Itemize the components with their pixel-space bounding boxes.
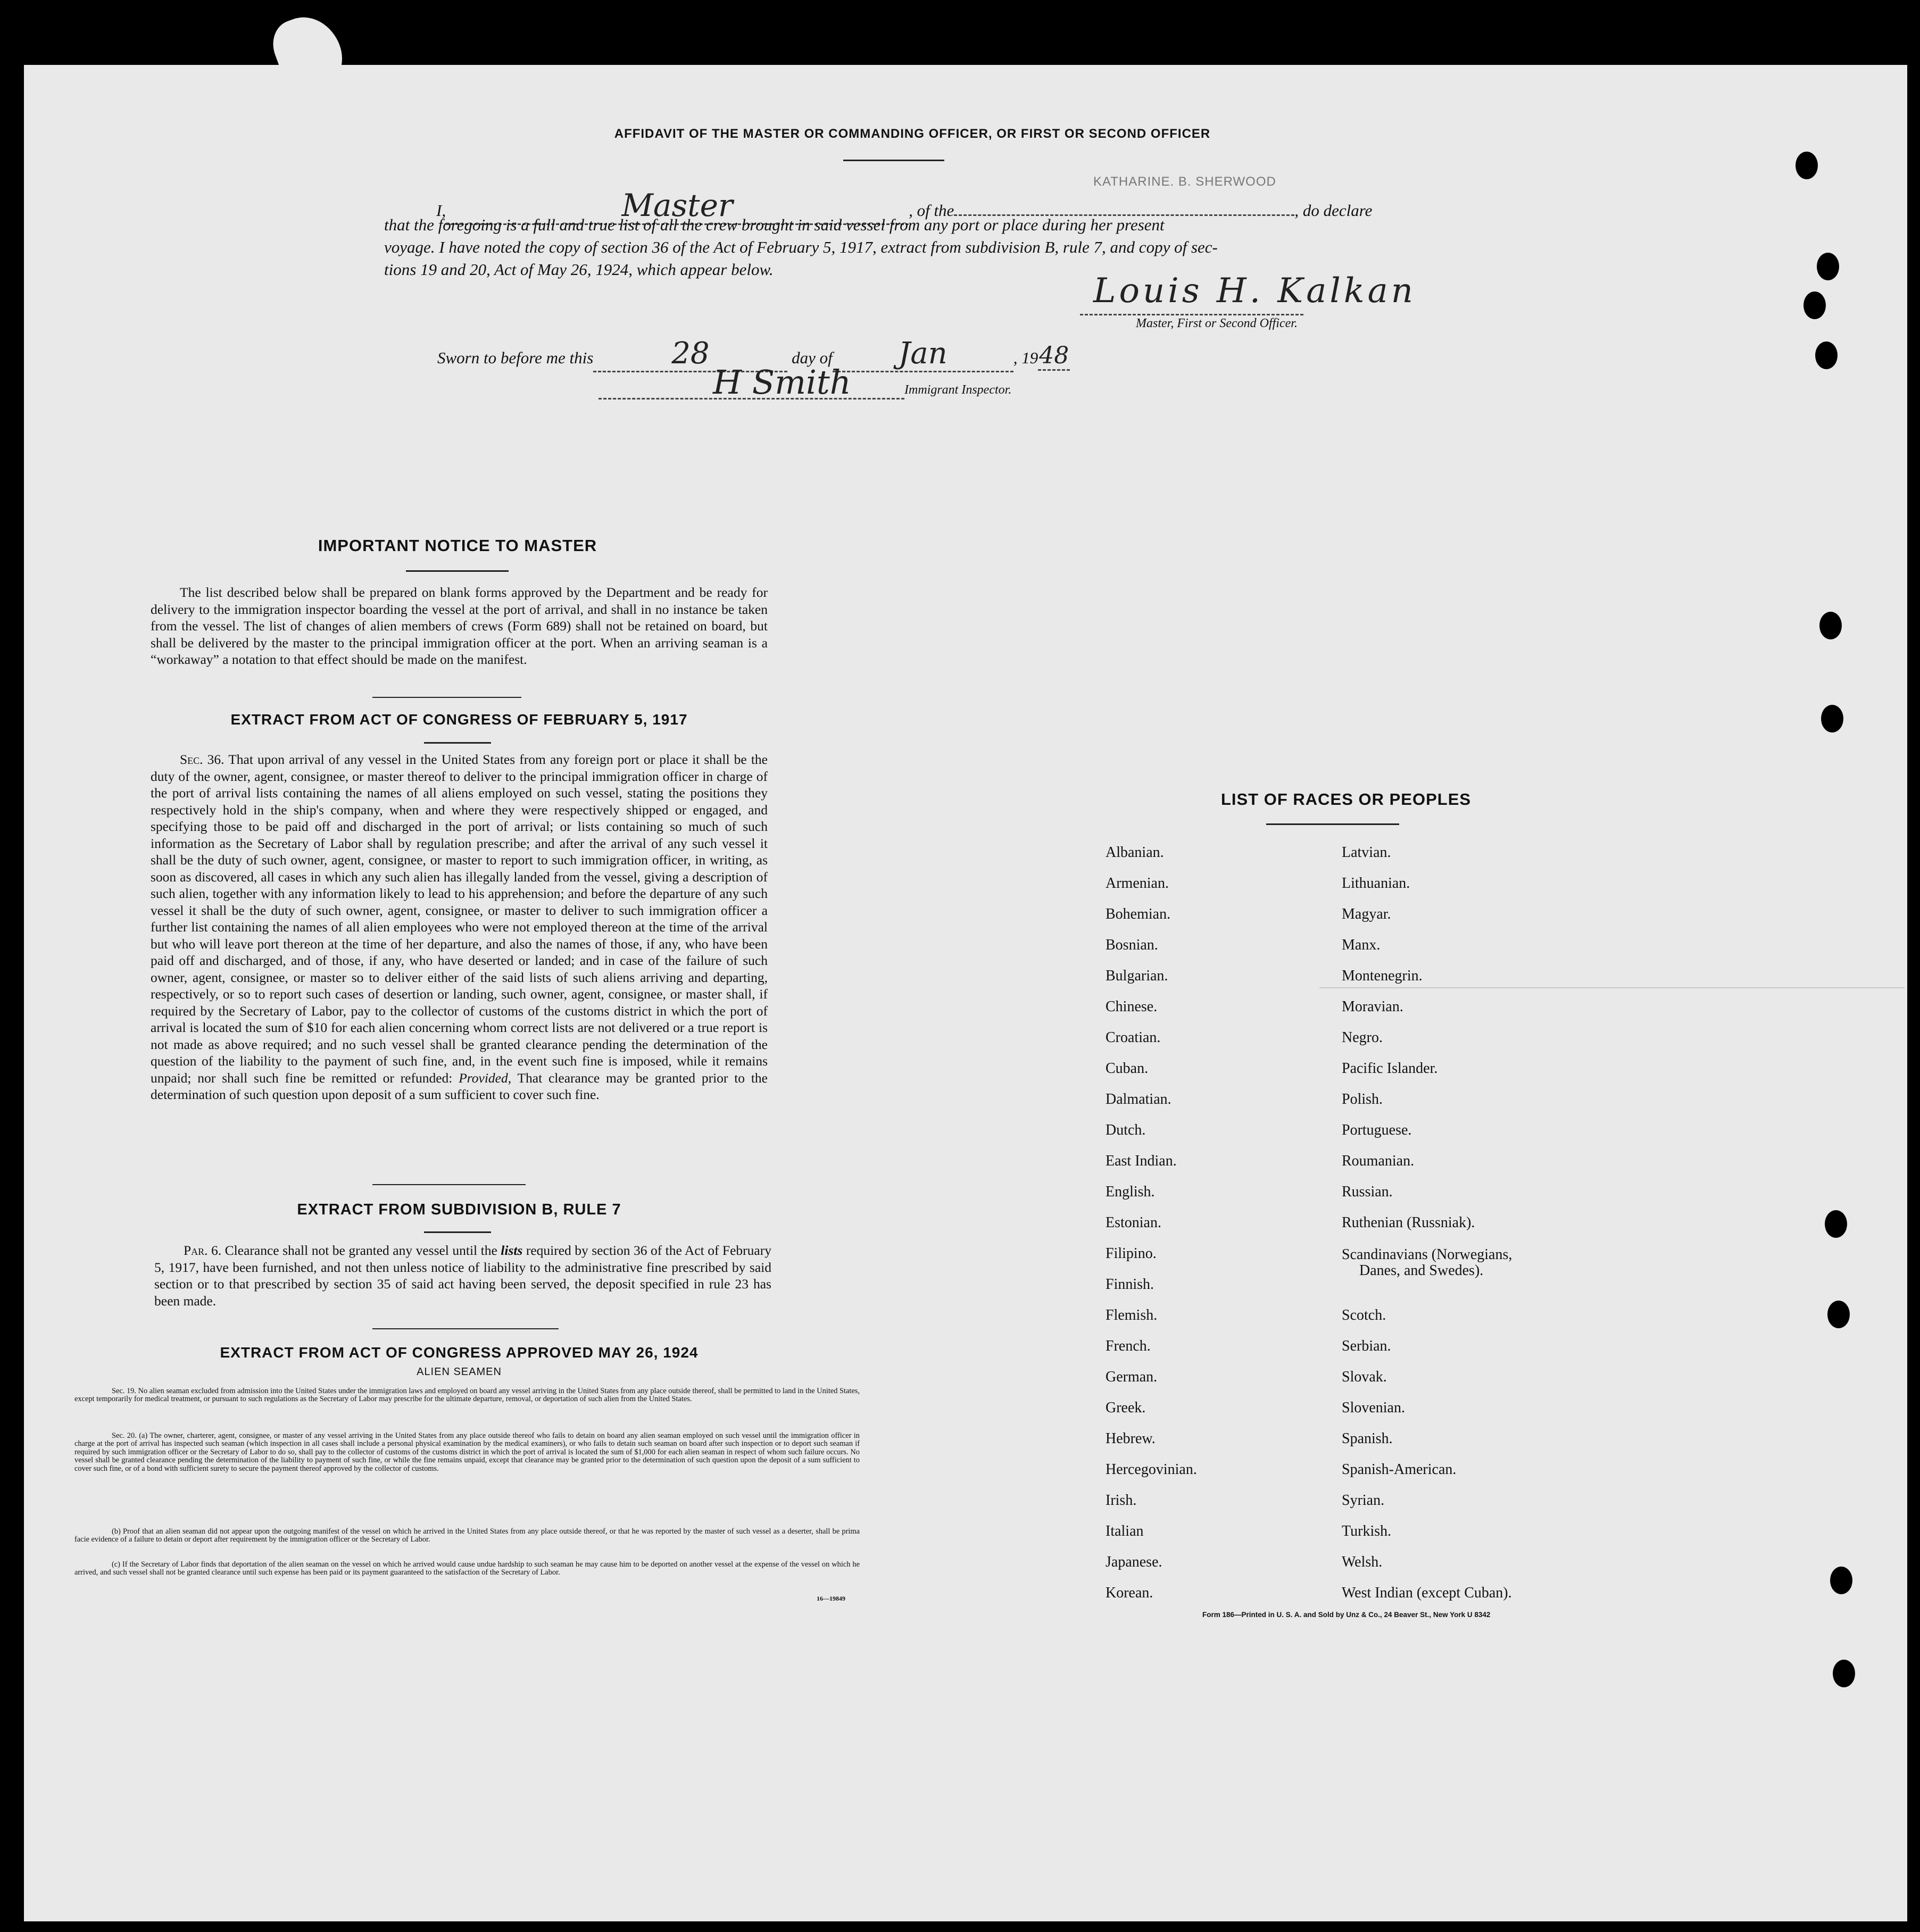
- race-item: Japanese.: [1106, 1554, 1162, 1570]
- of-the-label: , of the: [909, 201, 954, 220]
- punch-hole: [1825, 1210, 1847, 1238]
- affidavit-line-4: tions 19 and 20, Act of May 26, 1924, which appear below.: [384, 260, 774, 279]
- race-item: Syrian.: [1342, 1492, 1385, 1509]
- sworn-label: Sworn to before me this: [437, 348, 594, 367]
- race-item: Ruthenian (Russniak).: [1342, 1214, 1475, 1231]
- lists-word: lists: [501, 1243, 523, 1258]
- affidavit-line-3: voyage. I have noted the copy of section 36 of the Act of February 5, 1917, extract from subdivision B, rule 7, and copy of sec-: [384, 238, 1218, 256]
- race-item: Hercegovinian.: [1106, 1461, 1197, 1478]
- race-item: Slovak.: [1342, 1369, 1387, 1385]
- signer-label: Master, First or Second Officer.: [1136, 317, 1298, 330]
- race-item: English.: [1106, 1184, 1155, 1200]
- race-item: Greek.: [1106, 1400, 1146, 1416]
- race-item: Flemish.: [1106, 1307, 1158, 1323]
- punch-hole: [1819, 612, 1842, 639]
- par-6-body-b: required by section 36 of the Act of February 5, 1917, have been furnished, and not then unless notice of liability to the administrative fine prescribed by said section or to that prescribed by section 35 of said act having been served, the deposit specified in rule 23 has been made.: [154, 1243, 771, 1309]
- race-item: Finnish.: [1106, 1276, 1154, 1293]
- extract-1917-text: [151, 751, 768, 1103]
- punch-hole: [1815, 342, 1838, 369]
- sworn-year: 48: [1039, 342, 1069, 369]
- race-item: French.: [1106, 1338, 1151, 1354]
- master-title-handwritten: Master: [621, 187, 733, 223]
- sec-20a-text: Sec. 20. (a) The owner, charterer, agent, consignee, or master of any vessel arriving in the United States from any place outside thereof who fails to detain on board any alien seaman employed on such vessel until the immigration officer in charge at the port of arrival has inspected such seaman (which inspection in all cases shall include a personal physical examination by the medical examiners), or who fails to detain such seaman on board after such inspection or to deport such seaman if required by such immigration officer or the Secretary of Labor to do so, shall pay to the collector of customs of the customs district in which the port of arrival is located the sum of $1,000 for each alien seaman in respect of whom such failure occurs. No vessel shall be granted clearance pending the determination of the liability to payment of such fine, or while the fine remains unpaid, except that clearance may be granted prior to the determination of such question upon the deposit of a sum sufficient to cover such fine, or of a bond with sufficient surety to secure the payment thereof approved by the collector of customs.: [74, 1431, 860, 1473]
- signature-line: [1080, 314, 1303, 315]
- race-item: West Indian (except Cuban).: [1342, 1585, 1512, 1601]
- race-item: East Indian.: [1106, 1153, 1177, 1169]
- divider: [1266, 823, 1399, 825]
- sworn-month: Jan: [898, 336, 947, 371]
- race-item: Magyar.: [1342, 906, 1391, 922]
- year-prefix: , 19: [1013, 348, 1038, 367]
- punch-hole: [1817, 253, 1839, 280]
- par-6-label: Par. 6.: [184, 1243, 222, 1258]
- divider: [372, 697, 521, 698]
- notice-text: The list described below shall be prepared on blank forms approved by the Department and be ready for delivery to the immigration inspector boarding the vessel at the port of arrival, and shall in no instance be taken from the vessel. The list of changes of alien members of crews (Form 689) shall not be retained on board, but shall be delivered by the master to the principal immigration officer at the port. When an arriving seaman is a “workaway” a notation to that effect should be made on the manifest.: [151, 585, 768, 667]
- races-title: LIST OF RACES OR PEOPLES: [1220, 790, 1472, 809]
- race-item: Slovenian.: [1342, 1400, 1405, 1416]
- race-item: Scandinavians (Norwegians,: [1342, 1246, 1512, 1263]
- race-item: Bulgarian.: [1106, 968, 1168, 984]
- race-item: Korean.: [1106, 1585, 1153, 1601]
- punch-hole: [1827, 1301, 1850, 1328]
- inspector-label: Immigrant Inspector.: [904, 383, 1012, 397]
- inspector-line: [599, 363, 904, 402]
- divider: [406, 570, 509, 572]
- race-item: Bosnian.: [1106, 937, 1158, 953]
- race-item: Welsh.: [1342, 1554, 1383, 1570]
- day-of-label: day of: [792, 348, 833, 367]
- sec-36-label: Sec. 36.: [180, 752, 225, 767]
- divider: [424, 1231, 491, 1233]
- divider: [843, 160, 944, 161]
- race-item: Russian.: [1342, 1184, 1393, 1200]
- extract-1917-title: EXTRACT FROM ACT OF CONGRESS OF FEBRUARY 5, 1917: [230, 711, 688, 728]
- race-item: Croatian.: [1106, 1029, 1161, 1046]
- punch-hole: [1833, 1660, 1855, 1687]
- race-item: Cuban.: [1106, 1060, 1149, 1077]
- divider: [372, 1328, 559, 1329]
- race-item: Lithuanian.: [1342, 875, 1410, 892]
- race-item: Danes, and Swedes).: [1359, 1262, 1484, 1279]
- form-code: 16—19849: [817, 1595, 845, 1602]
- punch-hole: [1796, 152, 1818, 179]
- sec-36-end: That clearance may be granted prior to the determination of such question upon deposit of a sum sufficient to cover such fine.: [151, 1070, 768, 1102]
- race-item: Pacific Islander.: [1342, 1060, 1438, 1077]
- race-item: Portuguese.: [1342, 1122, 1412, 1138]
- race-item: Montenegrin.: [1342, 968, 1423, 984]
- affidavit-line-2: that the foregoing is a full and true list of all the crew brought in said vessel from any port or place during her present: [384, 215, 1165, 234]
- notice-title: IMPORTANT NOTICE TO MASTER: [318, 536, 597, 555]
- sec-20c-text: (c) If the Secretary of Labor finds that deportation of the alien seaman on the vessel on which he arrived would cause undue hardship to such seaman he may cause him to be deported on another vessel at the expense of the vessel on which he arrived, and such vessel shall not be granted clearance until such expense has been paid or its payment guaranteed to the satisfaction of the Secretary of Labor.: [74, 1560, 860, 1577]
- race-item: Estonian.: [1106, 1214, 1161, 1231]
- race-item: Filipino.: [1106, 1245, 1157, 1262]
- extract-1924-title: EXTRACT FROM ACT OF CONGRESS APPROVED MAY 26, 1924: [220, 1344, 699, 1361]
- race-item: Armenian.: [1106, 875, 1169, 892]
- fold-line: [1319, 987, 1905, 988]
- alien-seamen-subtitle: ALIEN SEAMEN: [417, 1366, 502, 1378]
- race-item: Negro.: [1342, 1029, 1383, 1046]
- race-item: Chinese.: [1106, 998, 1158, 1015]
- par-6-body-a: Clearance shall not be granted any vessel until the: [225, 1243, 497, 1258]
- punch-hole: [1830, 1567, 1852, 1594]
- race-item: Moravian.: [1342, 998, 1403, 1015]
- divider: [424, 742, 491, 744]
- divider: [372, 1184, 526, 1185]
- race-item: Turkish.: [1342, 1523, 1392, 1539]
- sec-20b-text: (b) Proof that an alien seaman did not appear upon the outgoing manifest of the vessel on which he arrived in the United States from any place outside thereof, or that he was reported by the master of such vessel as a deserter, shall be prima facie evidence of a failure to detain or deport after requirement by the immigration officer or the Secretary of Labor.: [74, 1527, 860, 1544]
- race-item: Scotch.: [1342, 1307, 1386, 1323]
- punch-hole: [1803, 292, 1826, 319]
- vessel-name-stamp: KATHARINE. B. SHERWOOD: [1093, 174, 1276, 189]
- race-item: Spanish.: [1342, 1430, 1393, 1447]
- race-item: Polish.: [1342, 1091, 1383, 1107]
- race-item: Hebrew.: [1106, 1430, 1156, 1447]
- race-item: Latvian.: [1342, 844, 1391, 861]
- race-item: Serbian.: [1342, 1338, 1391, 1354]
- sec-19-text: Sec. 19. No alien seaman excluded from admission into the United States under the immigration laws and employed on board any vessel arriving in the United States from any place outside thereof, shall be permitted to land in the United States, except temporarily for medical treatment, or pursuant to such regulations as the Secretary of Labor may prescribe for the ultimate departure, removal, or deportation of such alien from the United States.: [74, 1387, 860, 1404]
- i-label: I,: [436, 201, 446, 220]
- printer-footer: Form 186—Printed in U. S. A. and Sold by Unz & Co., 24 Beaver St., New York U 8342: [1202, 1611, 1491, 1619]
- rule-7-title: EXTRACT FROM SUBDIVISION B, RULE 7: [297, 1201, 621, 1218]
- punch-hole: [1821, 705, 1843, 732]
- sworn-day: 28: [671, 336, 710, 371]
- provided-word: Provided,: [459, 1070, 512, 1086]
- inspector-signature: H Smith: [713, 363, 851, 402]
- race-item: Bohemian.: [1106, 906, 1171, 922]
- declare-label: , do declare: [1294, 201, 1373, 220]
- sec-36-body: That upon arrival of any vessel in the United States from any foreign port or place it shall be the duty of the owner, agent, consignee, or master thereof to deliver to the principal immigration officer in charge of the port of arrival lists containing the names of all aliens employed on such vessel, stating the positions they respectively hold in the ship's company, when and where they were respectively shipped or engaged, and specifying those to be paid off and discharged in the port of arrival; or lists containing so much of such information as the Secretary of Labor shall by regulation prescribe; and after the arrival of any such vessel it shall be the duty of such owner, agent, consignee, or master to report to such immigration officer, in writing, as soon as discovered, all cases in which any such alien has illegally landed from the vessel, giving a description of such alien, together with any information likely to lead to his apprehension; and before the departure of any such vessel it shall be the duty of such owner, agent, consignee, or master to deliver to such immigration officer a further list containing the names of all alien employees who were not employed thereon at the time of the arrival but who will leave port thereon at the time of her departure, and also the names of those, if any, who have been paid off and discharged, and of those, if any, who have deserted or landed; and in case of the failure of such owner, agent, consignee, or master so to deliver either of the said lists of such aliens arriving and departing, respectively, or so to report such cases of desertion or landing, such owner, agent, consignee, or master shall, if required by the Secretary of Labor, pay to the collector of customs of the customs district in which the port of arrival is located the sum of $10 for each alien concerning whom correct lists are not delivered or a true report is not made as above required; and no such vessel shall be granted clearance pending the determination of the question of the liability to the payment of such fine, and, in the event such fine is imposed, while it remains unpaid; nor shall such fine be remitted or refunded:: [151, 752, 768, 1086]
- race-item: German.: [1106, 1369, 1158, 1385]
- master-signature: Louis H. Kalkan: [1093, 271, 1416, 311]
- race-item: Spanish-American.: [1342, 1461, 1457, 1478]
- race-item: Roumanian.: [1342, 1153, 1415, 1169]
- rule-7-text: [154, 1242, 771, 1309]
- race-item: Manx.: [1342, 937, 1381, 953]
- race-item: Italian: [1106, 1523, 1144, 1539]
- race-item: Irish.: [1106, 1492, 1137, 1509]
- race-item: Dalmatian.: [1106, 1091, 1171, 1107]
- affidavit-title: AFFIDAVIT OF THE MASTER OR COMMANDING OFFICER, OR FIRST OR SECOND OFFICER: [614, 127, 1211, 141]
- race-item: Dutch.: [1106, 1122, 1146, 1138]
- race-item: Albanian.: [1106, 844, 1164, 861]
